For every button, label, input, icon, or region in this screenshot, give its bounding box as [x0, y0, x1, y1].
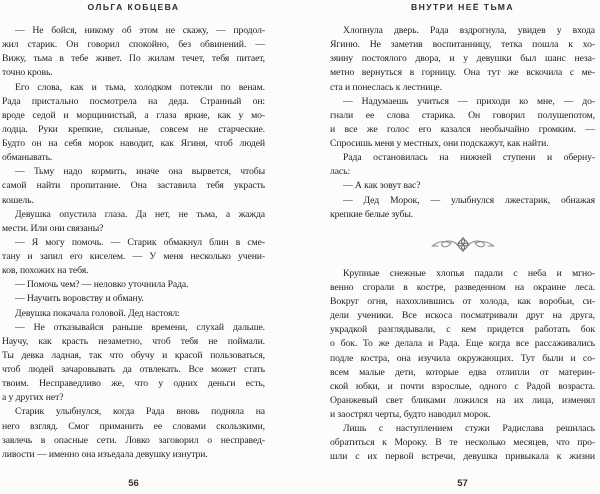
running-header: ВНУТРИ НЕЁ ТЬМА	[411, 2, 514, 12]
text-line: Будто он на себя морок наводит, как Ягиня, чтоб людей	[2, 138, 265, 149]
text-line: зяину постоялого двора, и у девушки был шанс неза-	[330, 53, 595, 65]
text-line: украдкой разглядывали, с кем придется работать бок	[330, 324, 595, 336]
right-page	[330, 0, 595, 494]
text-line: ков, похожих на тебя.	[2, 265, 89, 277]
text-line: Рада остановилась на нижней ступени и оберну-	[343, 152, 595, 164]
text-line: твоим. Несправедливо же, что у одних деньги есть,	[2, 378, 265, 390]
text-line: ской юбки, и почти взрослые, одного с Радой возраста.	[330, 380, 595, 392]
text-line: гнали ее слова старика. Он говорил полушепотом,	[330, 109, 595, 121]
text-line: Спросишь меня у местных, они подскажут, как найти.	[330, 138, 549, 149]
text-line: чтоб людей зачаровывать да отвлекать. Все может стать	[2, 364, 265, 375]
text-line: метно вернуться в горницу. Она тут же вскочила с ме-	[330, 67, 595, 79]
text-line: Вижу, тьма в тебе живет. По жилам течет, тебя питает,	[2, 53, 265, 65]
text-line: — Не отказывайся раньше времени, слухай дальше.	[15, 321, 265, 333]
text-line: Лишь с наступлением стужи Радислава решилась	[343, 423, 595, 435]
left-page	[2, 0, 265, 494]
text-line: крепкие белые зубы.	[330, 208, 414, 220]
text-line: лодца. Руки крепкие, сильные, совсем не старческие.	[2, 123, 265, 135]
text-line: и все же голос его казался необычайно громким. —	[330, 123, 595, 135]
text-line: него взгляд. Смог приманить ее словами скользкими,	[2, 420, 265, 432]
text-line: всем малые дети, которые едва отлипли от материн-	[330, 366, 595, 378]
text-line: Научу, как красть незаметно, чтоб тебя не поймали.	[2, 335, 265, 347]
running-header: ОЛЬГА КОБЦЕВА	[87, 2, 180, 12]
flourish-icon	[431, 235, 495, 253]
text-line: самой найти пропитание. Она заставила тебя украсть	[2, 180, 265, 192]
text-line: Вокруг огня, нахохлившись от холода, как воробьи, си-	[330, 296, 595, 307]
text-line: а у других нет?	[2, 392, 64, 404]
text-line: — Тьму надо кормить, иначе она вырвется, чтобы	[15, 166, 265, 178]
text-line: обратиться к Мороку. В те несколько месяцев, что про-	[330, 437, 595, 449]
text-line: дели ученики. Все искоса посматривали друг на друга,	[330, 310, 595, 322]
text-line: кошель.	[2, 194, 34, 206]
text-line: — А как зовут вас?	[343, 180, 421, 192]
text-line: Старик улыбнулся, когда Рада вновь подняла на	[15, 406, 265, 418]
text-line: подле костра, она изучила окружающих. Тут были и со-	[330, 352, 595, 364]
page-body	[2, 24, 265, 462]
text-line: Крупные снежные хлопья падали с неба и мгно-	[343, 267, 595, 279]
text-line: Его слова, как и тьма, холодком потекли по венам.	[15, 81, 265, 93]
text-line: — Помочь чем? — неловко уточнила Рада.	[15, 279, 189, 291]
page-number: 57	[457, 478, 468, 489]
text-line: Хлопнула дверь. Рада вздрогнула, увидев у входа	[343, 25, 595, 36]
text-line: Девушка покачала головой. Дед настоял:	[15, 307, 180, 319]
section-divider-ornament	[330, 235, 595, 253]
text-line: и заострял черты, будто наводил морок.	[330, 409, 491, 420]
text-line: Рада пристально посмотрела на деда. Странный он:	[2, 95, 265, 107]
text-line: точно кровь.	[2, 67, 53, 79]
text-line: — Я могу помочь. — Старик обмакнул блин в сме-	[15, 236, 265, 248]
text-line: шли с их первой встречи, девушка привыкала к жизни	[330, 451, 595, 463]
text-line: — Дед Морок, — улыбнулся лжестарик, обнажая	[343, 194, 595, 206]
text-line: тану и запил его киселем. — У меня несколько учени-	[2, 251, 265, 262]
text-line: обманывать.	[2, 152, 53, 164]
text-line: лась:	[330, 166, 351, 178]
text-line: Ты девка ладная, так что обучу и красой пользоваться,	[2, 349, 265, 361]
page-body	[330, 24, 595, 465]
text-line: ливости — именно она изъедала девушку изнутри.	[2, 448, 208, 460]
text-line: Девушка опустила глаза. Да нет, не тьма, а жажда	[15, 208, 265, 220]
text-line: венно сгорали в костре, разведенном на окраине леса.	[330, 281, 595, 293]
text-line: — Надумаешь учиться — приходи ко мне, — до-	[343, 95, 595, 107]
text-line: Оранжевый свет бликами ложился на их лица, изменял	[330, 394, 595, 406]
text-line: — Не бойся, никому об этом не скажу, — продол-	[15, 25, 265, 36]
text-line: завлечь в опасные сети. Ловко заговорил о несправед-	[2, 434, 265, 446]
text-line: о бок. То же делала и Рада. Еще когда все рассаживались	[330, 338, 595, 350]
text-line: ста и понеслась к лестнице.	[330, 81, 442, 93]
text-line: Ягиню. Не заметив воспитанницу, тетка пошла к хо-	[330, 39, 595, 51]
text-line: — Научить воровству и обману.	[15, 293, 144, 305]
text-line: жил старик. Он говорил спокойно, без обвинений. —	[2, 39, 265, 51]
text-line: мести. Или они связаны?	[2, 222, 104, 234]
text-line: вроде седой и морщинистый, а глаза яркие, как у мо-	[2, 109, 265, 121]
page-number: 56	[128, 478, 139, 489]
